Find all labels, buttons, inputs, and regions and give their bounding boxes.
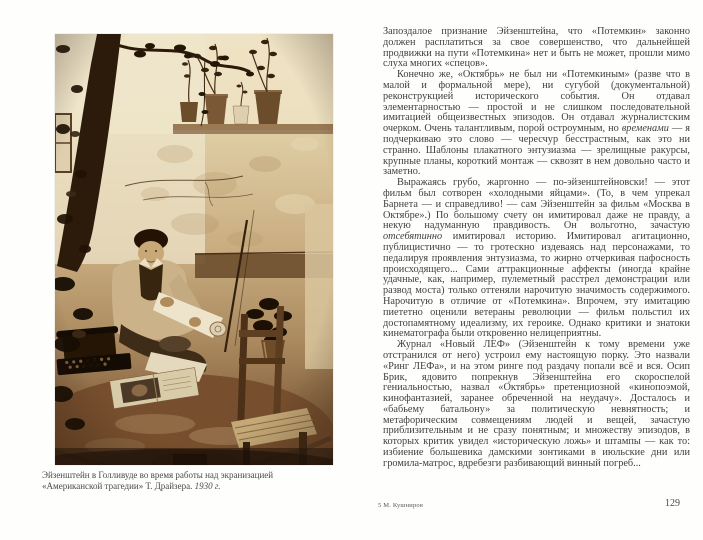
footer-signature: 5 М. Кушниров <box>378 502 424 509</box>
photo-caption: Эйзенштейн в Голливуде во время работы над экранизацией «Американской трагедии» Т. Драйзера. 1930 г. <box>42 470 274 491</box>
paragraph-4: Журнал «Новый ЛЕФ» (Эйзенштейн к тому времени уже отстранился от него) устроил ему настоящую порку. Это назвали «Ринг ЛЕФа», и на этом ринге под раздачу попали всё и вся. Осип Брик, ядовито попрекнув Эйзенштейна его скороспелой гениальностью, назвал «Октябрь» претенциозной «кинопоэмой, кинофантазией, заранее обреченной на неудачу». Досталось и «бабьему батальону» за политическую невнятность; и метафорическим совмещениям людей и вещей, зачастую приблизительным и не сразу понятным; и множеству эпизодов, в которых критик увидел «историческую ложь» и штампы — как то: избиение большевика дамскими зонтиками в июльские дни или громила-матрос, вдребезги разбивающий винный погреб... <box>383 339 690 469</box>
body-text <box>383 27 690 470</box>
eisenstein-photo <box>55 34 333 465</box>
page-number: 129 <box>665 498 680 509</box>
paragraph-3: Выражаясь грубо, жаргонно — по-эйзенштейновски! — этот фильм был сотворен «холодными яйцами». (То, в чем упрекал Барнета — и справедливо! — сам Эйзенштейн за фильм «Москва в Октябре».) По большому счету он имитировал даже не правду, а некую надуманную правдивость. Он вольготно, зачастую отсебятинно имитировал историю. Имитировал агитационно, публицистично — то гротескно издеваясь над персонажами, то педалируя проявления энтузиазма, то жирно отчеркивая пафосность происходящего... Сами аттракционные аффекты (иногда крайне удачные, как, например, пулеметный расстрел демонстрации или развод моста) только оттеняли нарочитую значимость содержимого. Нарочитую в отличие от «Потемкина». Впрочем, эту имитацию пиететно оценили ветераны революции — фильм польстил их достопамятному идеализму, их героике. Однако критики и знатоки кинематографа были откровенно нелицеприятны. <box>383 177 690 340</box>
paragraph-2: Конечно же, «Октябрь» не был ни «Потемкиным» (разве что в малой и формальной мере), ни сугубой (документальной) реконструкцией исторического события. Он отдавал элементарностью — простой и не слишком последовательной имитацией общеизвестных эпизодов. Он отдавал журналистским очерком. Очень талантливым, порой остроумным, но временами — я подчеркиваю это слово — чересчур бесстрастным, как это ни странно. Шаблоны плакатного энтузиазма — зрелищные ракурсы, крупные планы, короткий монтаж — сквозят в нем довольно часто и заметно. <box>383 69 690 178</box>
paragraph-1: Запоздалое признание Эйзенштейна, что «Потемкин» законно должен расплатиться за свое совершенство, что дальнейшей продвижки на пути «Потемкина» нет и быть не может, прошли мимо слуха многих «спецов». <box>383 26 690 70</box>
vignette <box>55 34 333 465</box>
photo-illustration <box>55 34 333 465</box>
